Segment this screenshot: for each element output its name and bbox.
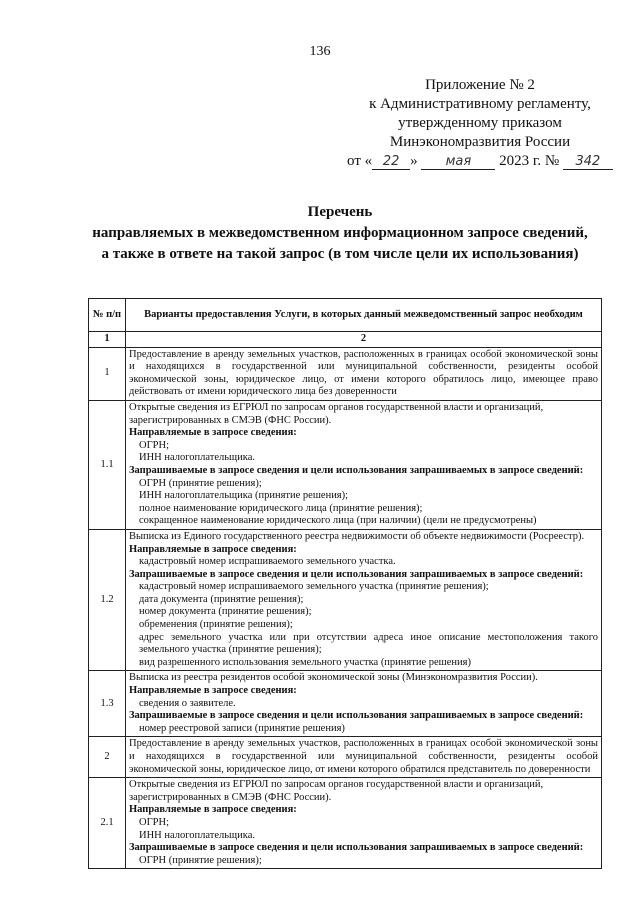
- colnum-2: 2: [126, 332, 602, 348]
- sent-item: ОГРН;: [139, 816, 169, 828]
- date-mid: »: [410, 153, 418, 169]
- appendix-approved: утвержденному приказом: [398, 115, 562, 131]
- row-number: 1.3: [89, 671, 126, 737]
- requested-item: номер реестровой записи (принятие решения): [139, 722, 345, 734]
- header-variants: Варианты предоставления Услуги, в которых данный межведомственный запрос необходим: [126, 299, 602, 332]
- appendix-date-line: [330, 152, 630, 171]
- requested-item: ИНН налогоплательщика (принятие решения);: [139, 490, 349, 502]
- column-numbers-row: [89, 332, 602, 348]
- row-content: [126, 778, 602, 869]
- date-year: 2023 г. №: [499, 153, 560, 169]
- requests-table: [88, 298, 602, 869]
- row-content: [126, 400, 602, 529]
- requested-item: полное наименование юридического лица (принятие решения);: [139, 502, 423, 514]
- row-content: [126, 671, 602, 737]
- order-number: 342: [563, 155, 613, 170]
- row-content: [126, 529, 602, 671]
- requested-item: ОГРН (принятие решения);: [139, 477, 262, 489]
- sent-item: ИНН налогоплательщика.: [139, 452, 255, 464]
- colnum-1: 1: [89, 332, 126, 348]
- appendix-block: [330, 76, 630, 171]
- requested-item: кадастровый номер испрашиваемого земельного участка (принятие решения);: [139, 581, 489, 593]
- source-line: Выписка из реестра резидентов особой экономической зоны (Минэкономразвития России).: [129, 672, 538, 684]
- requested-item: сокращенное наименование юридического лица (при наличии) (цели не предусмотрены): [139, 515, 537, 527]
- sent-heading: Направляемые в запросе сведения:: [129, 427, 297, 439]
- sent-heading: Направляемые в запросе сведения:: [129, 804, 297, 816]
- requested-heading: Запрашиваемые в запросе сведения и цели использования запрашиваемых в запросе сведений:: [129, 710, 584, 722]
- requested-heading: Запрашиваемые в запросе сведения и цели использования запрашиваемых в запросе сведений:: [129, 842, 584, 854]
- row-number: 2.1: [89, 778, 126, 869]
- requested-heading: Запрашиваемые в запросе сведения и цели использования запрашиваемых в запросе сведений:: [129, 568, 584, 580]
- row-number: 1.1: [89, 400, 126, 529]
- requested-heading: Запрашиваемые в запросе сведения и цели использования запрашиваемых в запросе сведений:: [129, 464, 584, 476]
- sent-heading: Направляемые в запросе сведения:: [129, 685, 297, 697]
- appendix-regulation: к Административному регламенту,: [369, 96, 591, 112]
- row-text: Предоставление в аренду земельных участков, расположенных в границах особой экономической зоны и находящихся в государственной или муниципальной собственности, резиденты особой экономической зоны, юридическое лицо, от имени которого обратился представитель по доверенности: [126, 737, 602, 778]
- appendix-ministry: Минэкономразвития России: [389, 134, 571, 150]
- title-line-3: а также в ответе на такой запрос (в том числе цели их использования): [101, 246, 579, 262]
- table-row: [89, 671, 602, 737]
- source-line: Открытые сведения из ЕГРЮЛ по запросам органов государственной власти и организаций, зарегистрированных в СМЭВ (ФНС России).: [129, 779, 544, 803]
- table-row: [89, 347, 602, 400]
- title-line-2: направляемых в межведомственном информационном запросе сведений,: [92, 225, 588, 241]
- table-row: [89, 737, 602, 778]
- appendix-title: Приложение № 2: [425, 77, 535, 93]
- row-number: 1: [89, 347, 126, 400]
- table-header-row: [89, 299, 602, 332]
- table-row: [89, 400, 602, 529]
- sent-item: кадастровый номер испрашиваемого земельного участка.: [139, 556, 396, 568]
- date-month: мая: [421, 155, 495, 170]
- table-row: [89, 529, 602, 671]
- requested-item: обременения (принятие решения);: [139, 619, 293, 631]
- source-line: Открытые сведения из ЕГРЮЛ по запросам органов государственной власти и организаций, зарегистрированных в СМЭВ (ФНС России).: [129, 401, 544, 426]
- sent-item: сведения о заявителе.: [139, 697, 236, 709]
- sent-heading: Направляемые в запросе сведения:: [129, 543, 297, 555]
- row-text: Предоставление в аренду земельных участков, расположенных в границах особой экономической зоны и находящихся в государственной или муниципальной собственности, резиденты особой экономической зоны, юридическое лицо, от имени которого обратилось лицо, имеющее право действовать от имени юридического лица без доверенности: [126, 347, 602, 400]
- source-line: Выписка из Единого государственного реестра недвижимости об объекте недвижимости (Росреестр).: [129, 530, 585, 542]
- page-number: 136: [309, 44, 331, 59]
- date-prefix: от «: [347, 153, 373, 169]
- title-line-1: Перечень: [307, 204, 373, 220]
- requested-item: ОГРН (принятие решения);: [139, 854, 262, 866]
- row-number: 1.2: [89, 529, 126, 671]
- requested-item: вид разрешенного использования земельного участка (принятие решения): [139, 656, 471, 668]
- row-number: 2: [89, 737, 126, 778]
- sent-item: ОГРН;: [139, 439, 169, 451]
- date-day: 22: [372, 155, 410, 170]
- sent-item: ИНН налогоплательщика.: [139, 829, 255, 841]
- table-row: [89, 778, 602, 869]
- header-number: № п/п: [89, 299, 126, 332]
- requested-item: дата документа (принятие решения);: [139, 593, 304, 605]
- requested-item: адрес земельного участка или при отсутствии адреса иное описание местоположения такого земельного участка (принятие решения);: [139, 631, 598, 656]
- requested-item: номер документа (принятие решения);: [139, 606, 312, 618]
- document-title: [60, 202, 620, 265]
